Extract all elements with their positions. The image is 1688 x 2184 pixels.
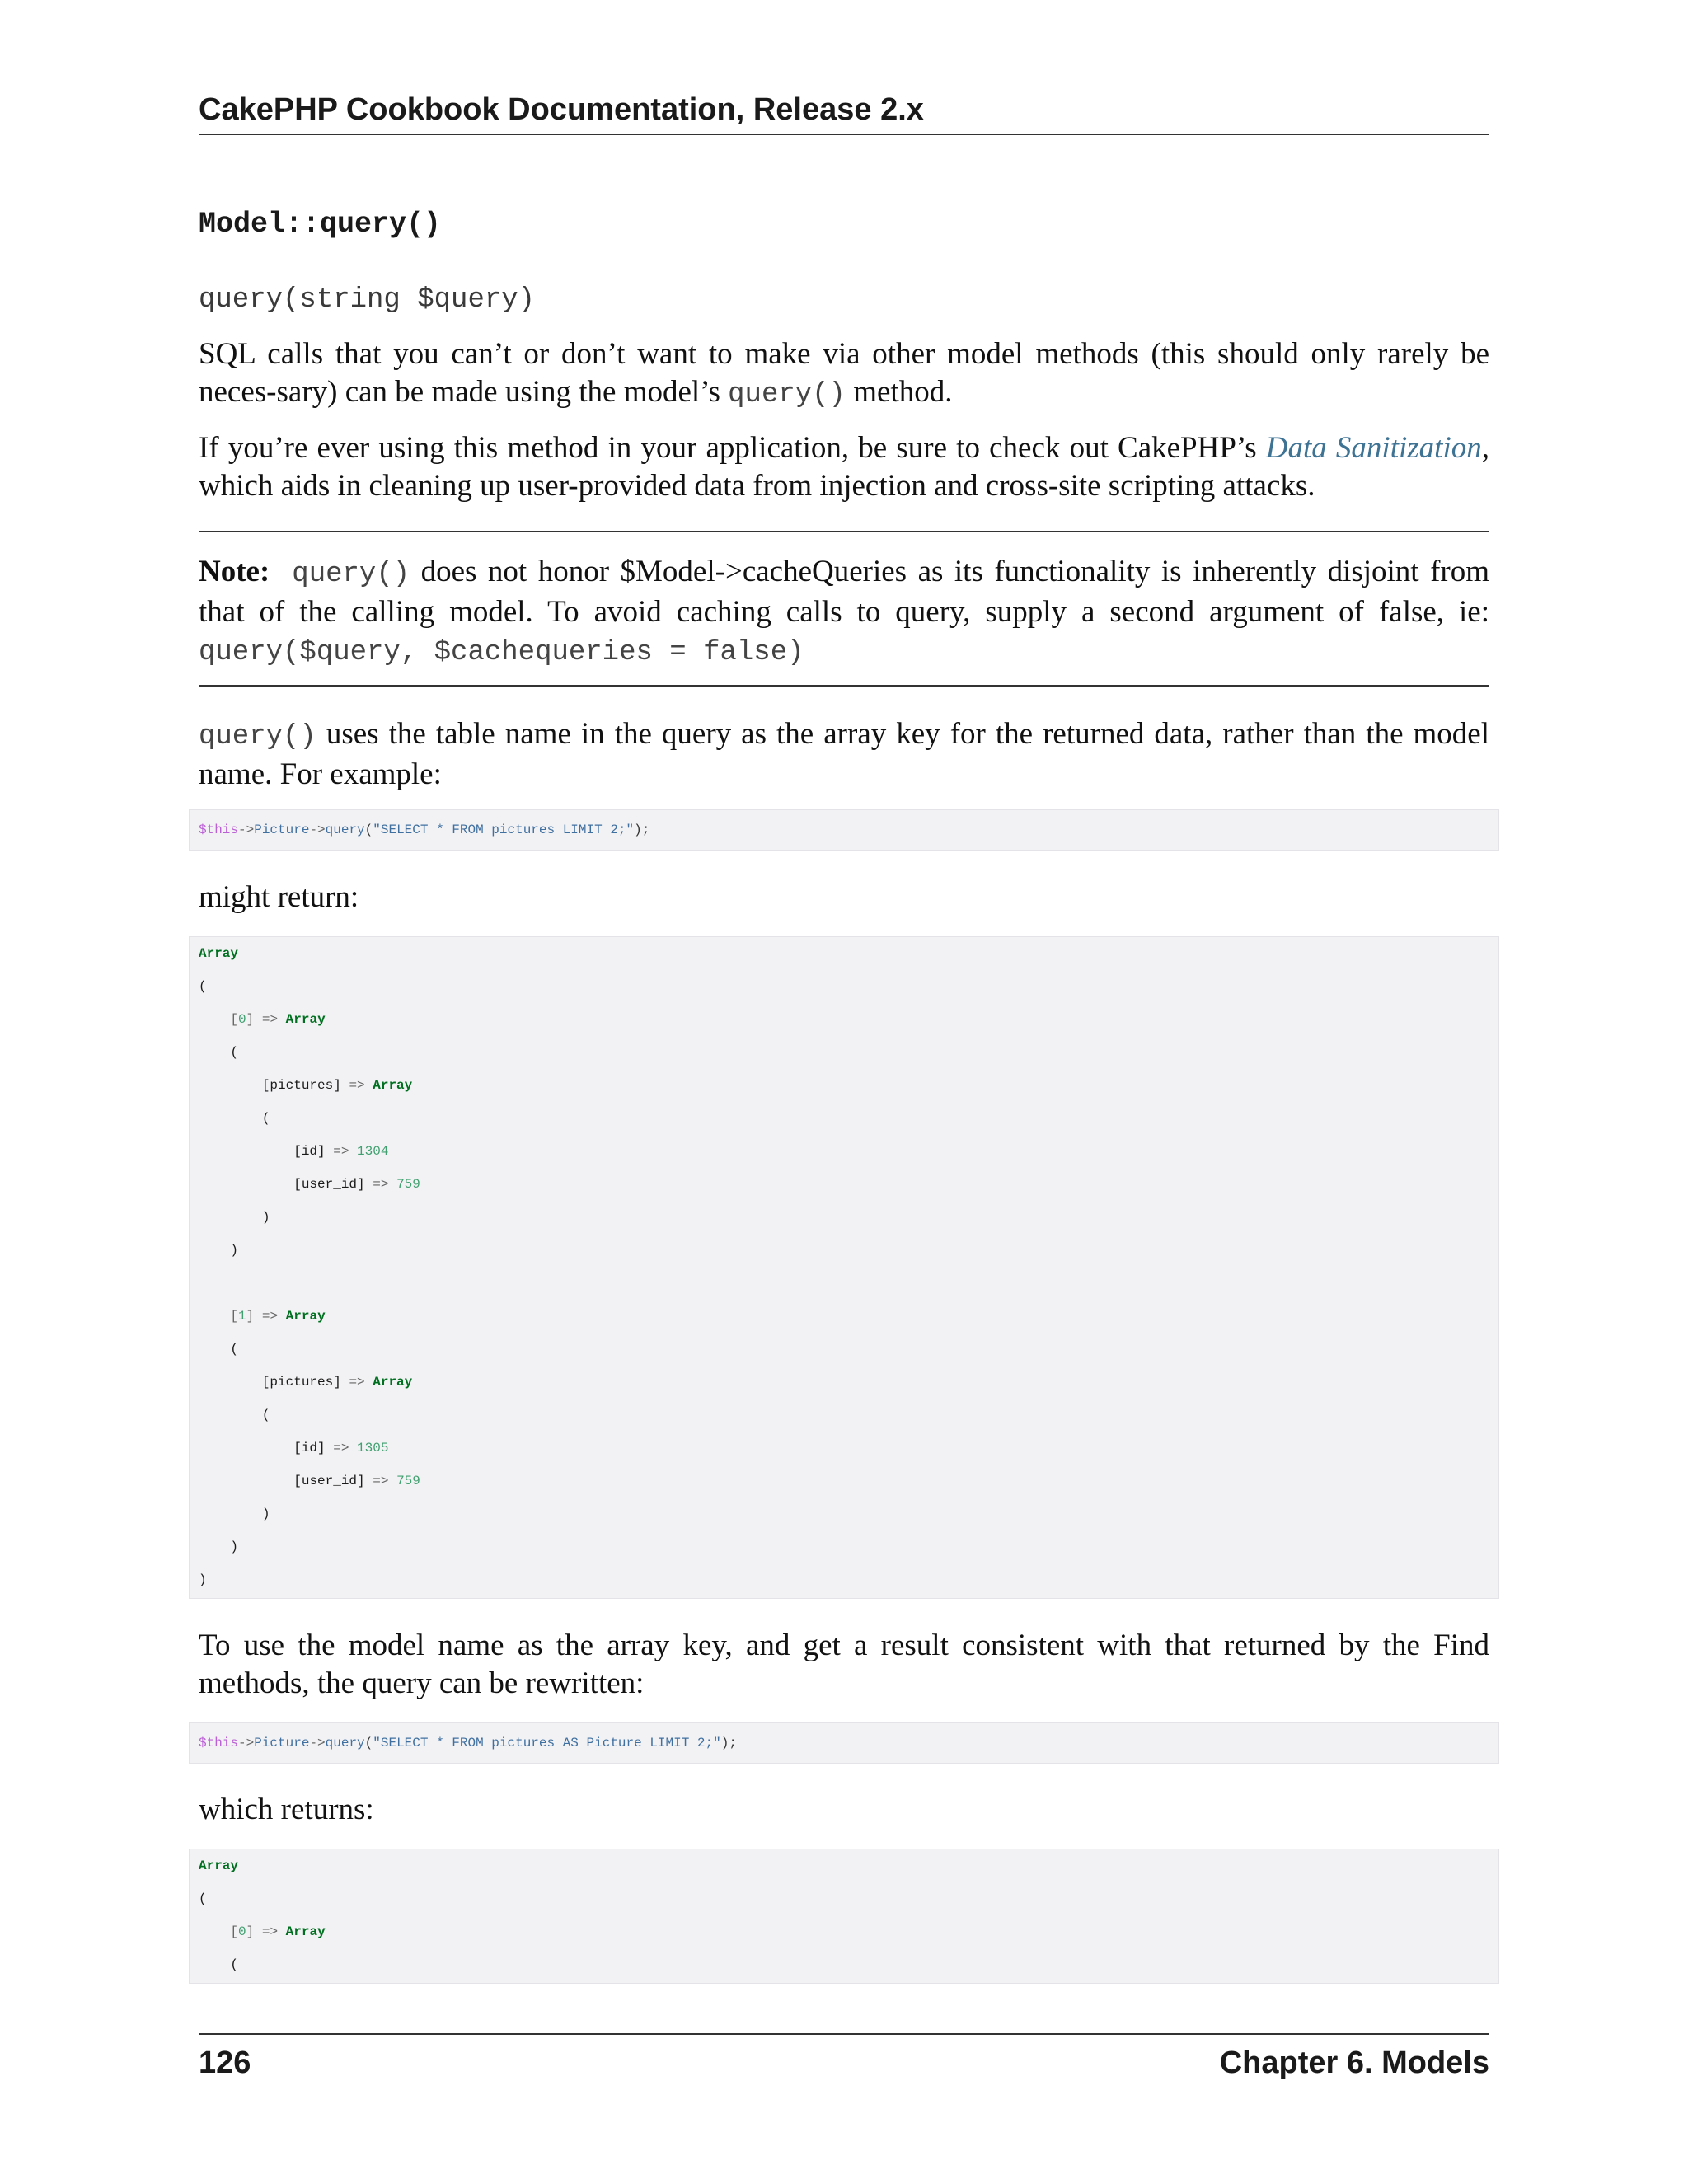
note-box: Note: query() does not honor $Model->cacheQueries as its functionality is inherently disjoint from that of the calling model. To avoid caching calls to query, supply a second argument of false, ie: query($query, $cachequeries = false) [199, 555, 1490, 668]
page-number: 126 [199, 2046, 251, 2080]
method-signature: query(string $query) [199, 284, 536, 316]
chapter-title: Chapter 6. Models [1219, 2046, 1489, 2080]
code-line: ( [199, 1891, 207, 1906]
paragraph-intro: SQL calls that you can’t or don’t want to make via other model methods (this should only rarely be neces-sary) can be made using the model’s query() method. [199, 337, 1489, 410]
method-heading: Model::query() [199, 208, 442, 241]
code-line: $this->Picture->query("SELECT * FROM pictures AS Picture LIMIT 2;"); [199, 1736, 737, 1750]
paragraph-sanitization: If you’re ever using this method in your application, be sure to check out CakePHP’s Data Sanitization, which aids in cleaning up user-provided data from injection and cross-site scripting attacks. [199, 431, 1489, 503]
note-bottom-rule [199, 685, 1489, 687]
note-inline-code: query() [292, 559, 410, 590]
code-line: ) [199, 1572, 207, 1587]
code-line: [0] => Array [230, 1012, 326, 1027]
code-line: [0] => Array [230, 1924, 326, 1939]
code-line: ( [230, 1342, 239, 1357]
footer-rule [199, 2033, 1489, 2035]
code-block-array-output-2 [189, 1849, 1499, 1984]
paragraph-which-returns: which returns: [199, 1793, 374, 1826]
paragraph-table-key: query() uses the table name in the query as the array key for the returned data, rather than the model name. For example: [199, 717, 1489, 791]
code-line: ) [230, 1243, 239, 1258]
code-line: Array [199, 946, 239, 961]
code-line: ( [199, 979, 207, 994]
header-rule [199, 134, 1489, 135]
code-line: $this->Picture->query("SELECT * FROM pictures LIMIT 2;"); [199, 823, 650, 837]
note-inline-code-2: query($query, $cachequeries = false) [199, 637, 804, 668]
code-line: [1] => Array [230, 1309, 326, 1324]
code-line: ( [230, 1045, 239, 1060]
code-line: ( [261, 1111, 270, 1126]
code-line: [pictures] => Array [261, 1078, 413, 1093]
code-line: ) [230, 1540, 239, 1554]
note-top-rule [199, 531, 1489, 532]
code-line: ( [230, 1957, 239, 1972]
code-line: [pictures] => Array [261, 1375, 413, 1390]
paragraph-might-return: might return: [199, 880, 359, 914]
data-sanitization-link[interactable]: Data Sanitization [1265, 431, 1482, 465]
running-header: CakePHP Cookbook Documentation, Release 2.x [199, 92, 924, 127]
code-line: Array [199, 1858, 239, 1873]
code-line: [user_id] => 759 [293, 1177, 420, 1192]
inline-code: query() [199, 721, 316, 752]
inline-code: query() [728, 379, 846, 410]
note-label: Note: [199, 555, 270, 588]
code-line: ( [261, 1408, 270, 1422]
code-line: [user_id] => 759 [293, 1474, 420, 1488]
code-block-array-output [189, 936, 1499, 1599]
paragraph-model-key: To use the model name as the array key, and get a result consistent with that returned by the Find methods, the query can be rewritten: [199, 1629, 1489, 1700]
code-line: ) [261, 1210, 270, 1225]
code-line: [id] => 1304 [293, 1144, 389, 1159]
code-line: [id] => 1305 [293, 1441, 389, 1455]
code-line: ) [261, 1507, 270, 1521]
